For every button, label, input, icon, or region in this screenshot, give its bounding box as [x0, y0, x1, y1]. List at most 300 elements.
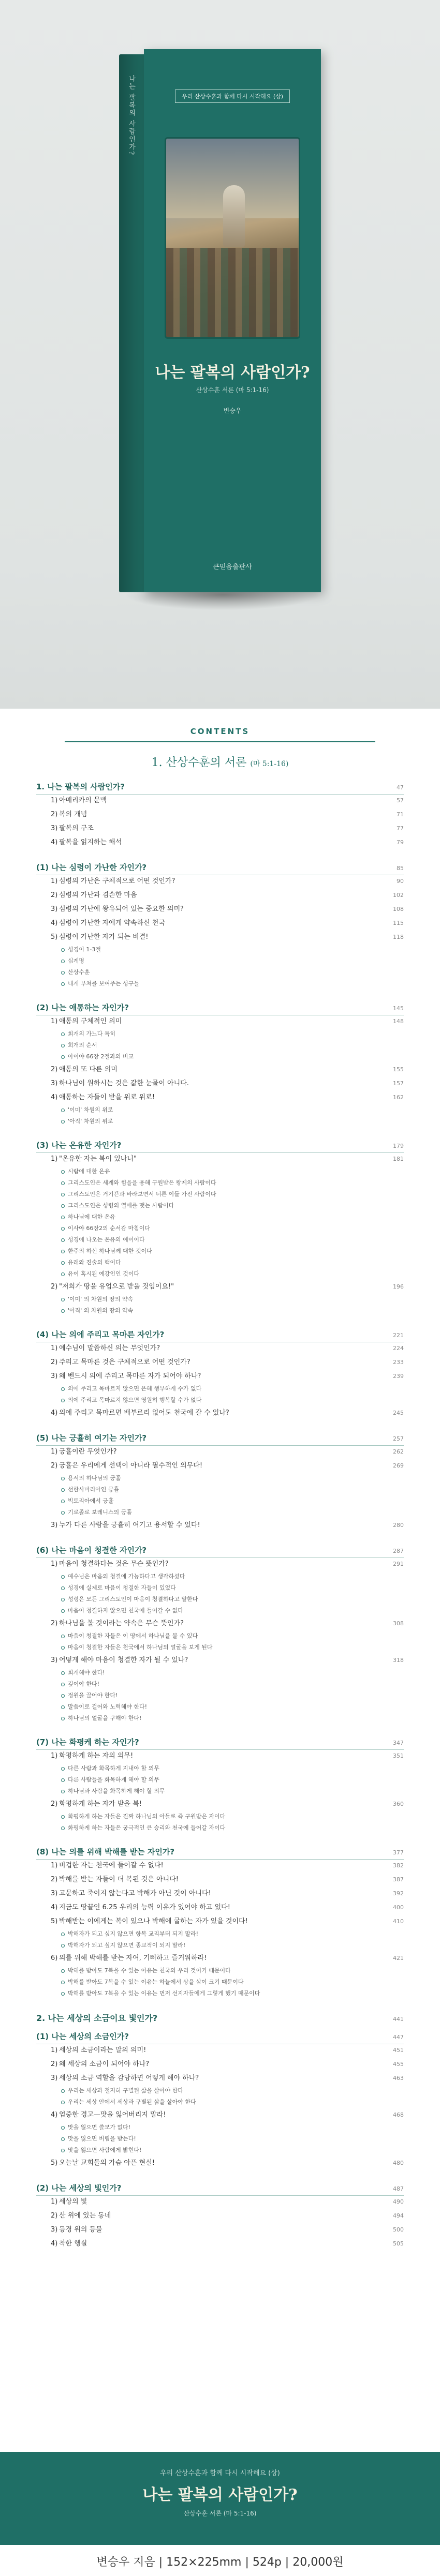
entry-text: 아이야 66장 2절과의 비교 [68, 1053, 134, 1060]
entry-page: 308 [393, 1620, 404, 1627]
bullet-circle-icon [61, 1055, 65, 1059]
chapter-page: 447 [393, 2034, 404, 2041]
toc-entry [36, 2238, 404, 2252]
entry-left [61, 1929, 198, 1938]
entry-text: 말씀이로 걸어와 노력해야 한다! [68, 1703, 148, 1710]
entry-text: 지금도 땅끝인 6.25 우리의 능력 이유가 있어야 하고 있다! [59, 1904, 230, 1911]
entry-page: 468 [393, 2111, 404, 2118]
entry-number: 2) [51, 811, 58, 818]
entry-number: 1) [51, 1560, 58, 1568]
bullet-circle-icon [61, 1204, 65, 1208]
bullet-circle-icon [61, 1216, 65, 1219]
toc-entry [36, 1764, 404, 1775]
bullet-circle-icon [61, 1488, 65, 1492]
entry-text: 기로졸로 보레니스의 긍휼 [68, 1509, 132, 1516]
toc-entry [36, 1654, 404, 1668]
entry-page: 181 [393, 1156, 404, 1162]
toc-entry [36, 1691, 404, 1702]
entry-page: 392 [393, 1890, 404, 1897]
entry-number: 3) [51, 905, 58, 913]
entry-text: 긍휼은 우리에게 선택이 아니라 필수적인 의무다! [59, 1462, 203, 1470]
bullet-circle-icon [61, 1815, 65, 1819]
entry-text: 고문하고 죽이지 않는다고 박해가 아닌 것이 아니다! [59, 1890, 211, 1897]
bullet-circle-icon [61, 1969, 65, 1973]
entry-page: 233 [393, 1359, 404, 1366]
entry-page: 455 [393, 2061, 404, 2068]
bullet-circle-icon [61, 1032, 65, 1036]
entry-page: 148 [393, 1018, 404, 1025]
entry-text: 성경에 실제로 마음이 청결한 자들이 있었다 [68, 1584, 176, 1591]
toc-entry [36, 1702, 404, 1714]
entry-left [61, 1041, 97, 1049]
entry-text: 마음이 청결한 자들은 천국에서 하나님의 얼굴을 보게 된다 [68, 1644, 213, 1651]
chapter-heading [36, 1545, 404, 1558]
bullet-circle-icon [61, 1671, 65, 1675]
entry-text: 회개의 순서 [68, 1042, 97, 1049]
entry-left [51, 1952, 207, 1962]
entry-left [51, 1618, 184, 1627]
footer-series-tag: 우리 산상수훈과 함께 다시 시작해요 (상) [160, 2469, 280, 2477]
entry-left [51, 2210, 111, 2220]
part2-page: 441 [393, 2016, 404, 2023]
cover-painting-image [165, 137, 300, 339]
entry-left [51, 1446, 117, 1456]
toc-entry [36, 1714, 404, 1725]
toc-entry [36, 1407, 404, 1421]
toc-entry [36, 1798, 404, 1812]
toc-entry [36, 1485, 404, 1496]
entry-left [61, 1714, 141, 1722]
entry-text: 예수님이 말씀하신 의는 무엇인가? [59, 1344, 160, 1352]
entry-text: 한주의 하신 하나님께 대한 것이다 [68, 1248, 152, 1254]
bullet-circle-icon [61, 1694, 65, 1698]
bullet-circle-icon [61, 2089, 65, 2093]
bullet-circle-icon [61, 1646, 65, 1650]
entry-page: 280 [393, 1522, 404, 1529]
entry-left [51, 1915, 248, 1925]
entry-left [61, 956, 84, 965]
entry-text: 맛을 잃으면 버림을 받는다! [68, 2135, 136, 2142]
chapter-heading [36, 2182, 404, 2196]
cover-title: 나는 팔복의 사람인가? [155, 364, 310, 382]
entry-number: 5) [51, 2159, 58, 2167]
chapter-title: 1. 나는 팔복의 사람인가? [36, 782, 125, 791]
entry-text: 그리스도인은 성령의 열매를 맺는 사람이다 [68, 1202, 174, 1209]
toc-entry [36, 917, 404, 931]
entry-number: 4) [51, 2240, 58, 2248]
entry-left [51, 2058, 149, 2068]
entry-left [61, 968, 90, 976]
entry-left [51, 1901, 230, 1911]
entry-number: 4) [51, 2111, 58, 2119]
toc-entry [36, 1812, 404, 1823]
entry-number: 2) [51, 1066, 58, 1073]
chapter-page: 487 [393, 2185, 404, 2192]
entry-page: 421 [393, 1955, 404, 1961]
entry-text: 애통의 구체적인 의미 [59, 1017, 122, 1025]
bullet-circle-icon [61, 1705, 65, 1709]
entry-left [61, 2134, 136, 2143]
entry-left [61, 1178, 216, 1187]
toc-entry [36, 2134, 404, 2146]
entry-number: 2) [51, 2212, 58, 2220]
chapter-page: 221 [393, 1332, 404, 1339]
entry-left [51, 1015, 122, 1025]
entry-left [61, 1764, 159, 1772]
entry-left [61, 1105, 113, 1114]
chapter-page: 85 [397, 865, 404, 872]
entry-left [51, 1370, 201, 1380]
entry-left [61, 2098, 196, 2106]
entry-text: 왜 세상의 소금이 되어야 하나? [59, 2060, 150, 2068]
entry-text: 시람에 대한 온유 [68, 1168, 110, 1175]
entry-page: 162 [393, 1094, 404, 1101]
entry-left [51, 875, 175, 885]
entry-text: 복의 개념 [59, 811, 87, 818]
entry-page: 245 [393, 1410, 404, 1416]
toc-chapter [36, 1846, 404, 2000]
entry-left [61, 1606, 183, 1614]
entry-left [61, 1190, 216, 1198]
toc-entry [36, 1370, 404, 1384]
entry-left [61, 1029, 115, 1038]
entry-left [51, 1750, 133, 1760]
chapter-heading [36, 1140, 404, 1153]
bullet-circle-icon [61, 1767, 65, 1771]
toc-entry [36, 1306, 404, 1317]
entry-page: 360 [393, 1801, 404, 1807]
entry-text: 빅토리아에서 긍휼 [68, 1497, 114, 1504]
toc-chapter [36, 1002, 404, 1128]
entry-left [61, 1235, 145, 1244]
toc-entry [36, 1631, 404, 1643]
toc-entry [36, 1052, 404, 1064]
chapter-title: (6) 나는 마음이 청결한 자인가? [36, 1546, 147, 1555]
part2-chapters [36, 2031, 404, 2252]
cover-subtitle: 산상수훈 서론 (마 5:1-16) [196, 386, 269, 394]
toc-entry [36, 1029, 404, 1041]
chapter-page: 287 [393, 1548, 404, 1554]
entry-text: 성경이 1-3절 [68, 946, 101, 953]
toc-entry [36, 1015, 404, 1029]
cover-publisher: 큰믿음출판사 [213, 563, 252, 571]
toc-entry [36, 2146, 404, 2157]
entry-text: 의를 위해 박해를 받는 자여, 기뻐하고 즐거워하라! [59, 1954, 207, 1962]
toc-chapter [36, 862, 404, 991]
bullet-circle-icon [61, 1227, 65, 1231]
entry-text: 하나님의 얼굴을 구해야 한다! [68, 1715, 142, 1721]
bullet-circle-icon [61, 1193, 65, 1196]
entry-page: 500 [393, 2226, 404, 2233]
entry-left [61, 1775, 159, 1784]
entry-number: 3) [51, 1890, 58, 1897]
entry-left [61, 1052, 134, 1060]
contents-heading: CONTENTS [190, 727, 250, 736]
bullet-circle-icon [61, 1586, 65, 1590]
entry-left [61, 1485, 119, 1493]
entry-number: 3) [51, 1521, 58, 1529]
bullet-circle-icon [61, 2126, 65, 2130]
footer-banner [0, 2452, 440, 2576]
entry-number: 3) [51, 2226, 58, 2234]
entry-number: 5) [51, 1918, 58, 1925]
entry-text: 선한사마리아인 긍휼 [68, 1486, 120, 1493]
chapter-heading [36, 1846, 404, 1860]
entry-text: 마음이 청결한 자들은 이 땅에서 하나님을 볼 수 있다 [68, 1633, 198, 1639]
toc-entry [36, 1915, 404, 1929]
entry-left [61, 1643, 213, 1651]
toc-entry [36, 2044, 404, 2058]
entry-number: 1) [51, 877, 58, 885]
entry-page: 90 [397, 878, 404, 885]
entry-page: 57 [397, 797, 404, 804]
bullet-circle-icon [61, 1609, 65, 1613]
entry-left [51, 917, 165, 927]
entry-text: 내게 부쳐를 보여주는 성구들 [68, 980, 140, 987]
entry-text: 심령이 가난한 자에게 약속하신 천국 [59, 919, 165, 927]
entry-left [61, 1306, 133, 1314]
bullet-circle-icon [61, 960, 65, 963]
part1-chapters [36, 781, 404, 2000]
entry-left [61, 1396, 201, 1404]
entry-page: 102 [393, 892, 404, 898]
entry-number: 3) [51, 1080, 58, 1087]
toc-entry [36, 1750, 404, 1764]
entry-text: 긍휼이란 무엇인가? [59, 1448, 117, 1456]
entry-left [51, 1558, 169, 1568]
spine-title: 나는 팔복의 사람인가? [127, 75, 135, 156]
chapter-page: 257 [393, 1435, 404, 1442]
toc-chapter [36, 1140, 404, 1317]
entry-text: 그리스도인은 세계와 힘을을 용해 구원받은 왕제의 사람이다 [68, 1179, 216, 1186]
entry-text: 깊이야 한다! [68, 1681, 100, 1687]
bullet-circle-icon [61, 1933, 65, 1936]
toc-entry [36, 1966, 404, 1978]
toc-entry [36, 1787, 404, 1798]
part1-title [36, 754, 404, 770]
entry-number: 1) [51, 1344, 58, 1352]
entry-page: 387 [393, 1876, 404, 1883]
entry-text: 맛을 잃으면 쓸모가 없다! [68, 2124, 131, 2131]
entry-text: 십계명 [68, 957, 84, 964]
entry-left [61, 1258, 121, 1266]
entry-text: 화평하게 하는 자들은 진짜 하나님의 아들로 즉 구원받은 자이다 [68, 1813, 226, 1820]
entry-page: 382 [393, 1862, 404, 1869]
toc-entry [36, 1595, 404, 1606]
entry-left [51, 836, 122, 846]
bullet-circle-icon [61, 1399, 65, 1402]
entry-number: 1) [51, 1752, 58, 1760]
toc-entry [36, 1680, 404, 1691]
toc-chapter [36, 1432, 404, 1533]
toc-entry [36, 1295, 404, 1306]
entry-text: 왜 벤드시 의에 주리고 목마른 자가 되어야 하나? [59, 1372, 201, 1380]
entry-number: 4) [51, 1409, 58, 1417]
entry-left [61, 1595, 198, 1603]
entry-page: 451 [393, 2047, 404, 2054]
entry-left [51, 2157, 155, 2167]
entry-left [51, 1460, 202, 1470]
entry-left [61, 1474, 121, 1482]
toc-entry [36, 2058, 404, 2072]
entry-page: 77 [397, 825, 404, 832]
entry-text: 애통하는 자들이 받을 위로 위로! [59, 1094, 155, 1101]
entry-number: 1) [51, 1862, 58, 1869]
entry-left [61, 1680, 99, 1688]
toc-entry [36, 1929, 404, 1941]
toc-entry [36, 1356, 404, 1370]
chapter-title: (7) 나는 화평케 하는 자인가? [36, 1738, 139, 1747]
entry-page: 196 [393, 1283, 404, 1290]
entry-text: 박해를 받아도 7복을 수 있는 이유는 천국의 우리 것이기 때문이다 [68, 1967, 231, 1974]
toc-entry [36, 1446, 404, 1460]
bullet-circle-icon [61, 1826, 65, 1830]
entry-left [51, 2196, 87, 2206]
toc-entry [36, 1952, 404, 1966]
entry-text: "저희가 땅을 유업으로 받을 것임이요!" [59, 1283, 174, 1291]
entry-page: 108 [393, 906, 404, 912]
bullet-circle-icon [61, 971, 65, 975]
book-info: 변승우 지음 | 152×225mm | 524p | 20,000원 [96, 2556, 344, 2569]
entry-page: 318 [393, 1657, 404, 1664]
entry-text: '아직' 차원의 위로 [68, 1118, 113, 1125]
footer-title: 나는 팔복의 사람인가? [142, 2486, 298, 2504]
toc-entry [36, 875, 404, 889]
entry-text: 용서의 하나님의 긍휼 [68, 1475, 121, 1481]
entry-text: 비겁한 자는 천국에 들어갈 수 없다! [59, 1862, 164, 1869]
entry-number: 2) [51, 1876, 58, 1883]
entry-text: 하나님과 사람을 화목하게 해야 할 의무 [68, 1788, 165, 1794]
bullet-circle-icon [61, 2149, 65, 2152]
entry-left [51, 2224, 102, 2234]
part1-ref: (마 5:1-16) [250, 760, 289, 768]
entry-left [51, 1407, 229, 1417]
chapter-page: 347 [393, 1740, 404, 1746]
entry-text: 세상의 빛 [59, 2198, 87, 2206]
entry-left [61, 1201, 174, 1209]
bullet-circle-icon [61, 1575, 65, 1579]
bullet-circle-icon [61, 1635, 65, 1638]
toc-entry [36, 1077, 404, 1091]
bullet-circle-icon [61, 2101, 65, 2104]
bullet-circle-icon [61, 1238, 65, 1242]
toc-entry [36, 1606, 404, 1618]
entry-text: 우리는 세상과 철저히 구별된 삶을 살아야 한다 [68, 2087, 183, 2094]
entry-left [61, 1978, 244, 1986]
painting-crowd [166, 248, 299, 337]
bullet-circle-icon [61, 1717, 65, 1720]
entry-text: '이미' 의 차원의 땅의 약속 [68, 1296, 134, 1302]
bullet-circle-icon [61, 1309, 65, 1313]
entry-left [51, 795, 107, 804]
entry-text: 예수님은 마음의 청결에 가능하다고 생각하셨다 [68, 1573, 185, 1580]
toc-entry [36, 1901, 404, 1915]
entry-text: 착한 행실 [59, 2240, 87, 2248]
toc-entry [36, 2072, 404, 2086]
entry-text: 화평하게 하는 자가 받을 복! [59, 1800, 142, 1808]
chapter-title: (1) 나는 심령이 가난한 자인가? [36, 863, 147, 872]
entry-text: 마음이 청결하다는 것은 무슨 뜻인가? [59, 1560, 169, 1568]
entry-left [51, 1654, 188, 1664]
toc-entry [36, 1105, 404, 1117]
entry-text: 산상수훈 [68, 969, 90, 976]
entry-page: 480 [393, 2160, 404, 2166]
entry-page: 239 [393, 1373, 404, 1380]
chapter-title: (4) 나는 의에 주리고 목마른 자인가? [36, 1330, 165, 1339]
entry-page: 115 [393, 920, 404, 926]
entry-number: 3) [51, 1656, 58, 1664]
bullet-circle-icon [61, 1683, 65, 1686]
entry-text: 성령은 모든 그리스도인이 마음이 청결하다고 말한다 [68, 1596, 198, 1602]
entry-left [61, 1295, 133, 1303]
bullet-circle-icon [61, 1790, 65, 1793]
entry-number: 4) [51, 1904, 58, 1911]
toc-entry [36, 1823, 404, 1835]
toc-entry [36, 889, 404, 903]
entry-text: 박해를 받아도 7복을 수 있는 이유는 먼저 선지자들에게 그렇게 했기 때문이다 [68, 1990, 260, 1997]
toc-entry [36, 1572, 404, 1583]
entry-text: '이미' 차원의 위로 [68, 1106, 113, 1113]
entry-left [61, 1787, 165, 1795]
entry-text: 어떻게 해야 마음이 청결한 자가 될 수 있나? [59, 1656, 188, 1664]
entry-left [61, 1117, 113, 1125]
chapter-heading [36, 862, 404, 875]
entry-number: 3) [51, 1372, 58, 1380]
toc-entry [36, 1860, 404, 1874]
toc-entry [36, 1269, 404, 1281]
entry-number: 2) [51, 891, 58, 899]
part2-title [36, 2012, 404, 2024]
entry-left [61, 1583, 176, 1592]
toc-entry [36, 1091, 404, 1105]
entry-text: 오늘날 교회들의 가슴 아픈 현실! [59, 2159, 155, 2167]
entry-number: 2) [51, 1620, 58, 1627]
entry-left [51, 1091, 155, 1101]
toc-entry [36, 795, 404, 808]
entry-text: 화평하게 하는 자의 의무! [59, 1752, 134, 1760]
entry-text: 누가 다른 사람을 긍휼히 여기고 용서할 수 있다! [59, 1521, 200, 1529]
toc-entry [36, 1643, 404, 1654]
toc-entry [36, 822, 404, 836]
toc-entry [36, 2224, 404, 2238]
bullet-circle-icon [61, 1981, 65, 1984]
entry-left [61, 2086, 183, 2094]
bullet-circle-icon [61, 2137, 65, 2141]
chapter-title: (1) 나는 세상의 소금인가? [36, 2032, 129, 2041]
toc-entry [36, 1117, 404, 1128]
bullet-circle-icon [61, 1261, 65, 1265]
toc-chapter [36, 2031, 404, 2171]
entry-text: 이사야 66장2의 순서감 마침이다 [68, 1225, 150, 1232]
toc-entry [36, 1178, 404, 1190]
entry-left [51, 903, 184, 913]
cover-series-tag: 우리 산상수훈과 함께 다시 시작해요 (상) [175, 89, 290, 103]
entry-text: 의에 주리고 목마르면 배부르리 없어도 천국에 갈 수 있나? [59, 1409, 229, 1417]
entry-left [61, 1269, 139, 1278]
chapter-heading [36, 1432, 404, 1446]
toc-entry [36, 1558, 404, 1572]
toc-entry [36, 1668, 404, 1680]
toc-entry [36, 1342, 404, 1356]
toc-entry [36, 1978, 404, 1989]
chapter-heading [36, 2031, 404, 2044]
entry-text: 박해자가 되고 싶지 않으면 종교적이 되지 말라! [68, 1942, 186, 1949]
toc-entry [36, 1460, 404, 1474]
entry-text: 하나님이 원하시는 것은 값한 눈물이 아니다. [59, 1080, 189, 1087]
toc-entry [36, 1041, 404, 1052]
entry-left [61, 1508, 132, 1516]
entry-number: 1) [51, 2046, 58, 2054]
